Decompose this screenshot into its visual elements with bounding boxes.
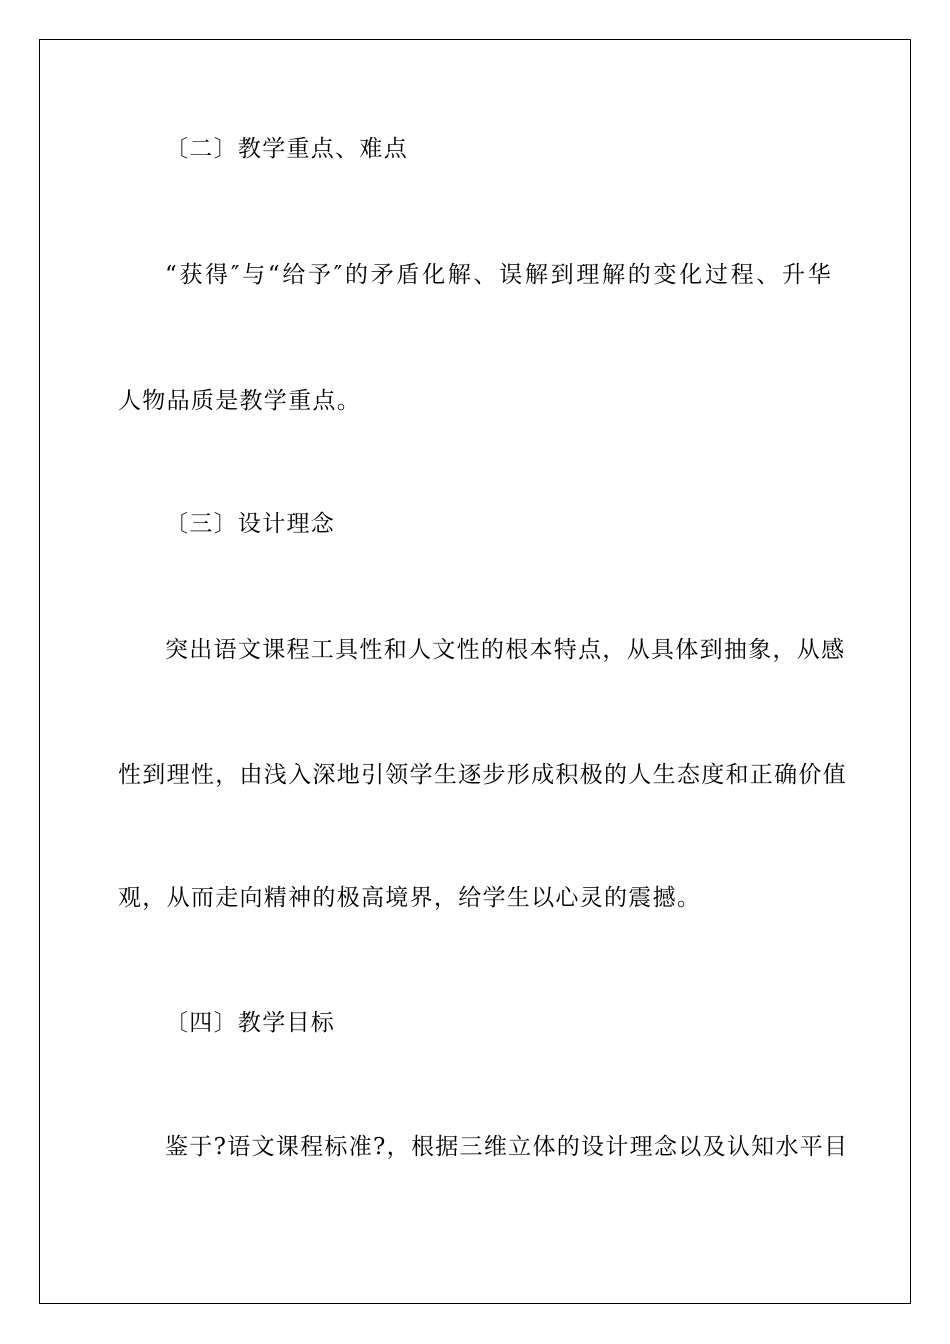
section-heading-key-points: 〔二〕教学重点、难点	[165, 136, 408, 162]
section-heading-teaching-goals: 〔四〕教学目标	[165, 1010, 336, 1036]
page-border	[39, 39, 911, 1304]
paragraph-line: 观，从而走向精神的极高境界，给学生以心灵的震撼。	[118, 885, 702, 911]
paragraph-line: 突出语文课程工具性和人文性的根本特点，从具体到抽象，从感	[165, 637, 846, 663]
section-heading-design-concept: 〔三〕设计理念	[165, 511, 336, 537]
paragraph-line: “获得″与“给予″的矛盾化解、误解到理解的变化过程、升华	[165, 262, 832, 288]
paragraph-line: 人物品质是教学重点。	[118, 388, 361, 414]
paragraph-line: 性到理性，由浅入深地引领学生逐步形成积极的人生态度和正确价值	[118, 762, 847, 788]
paragraph-line: 鉴于?语文课程标准?，根据三维立体的设计理念以及认知水平目	[165, 1134, 849, 1160]
